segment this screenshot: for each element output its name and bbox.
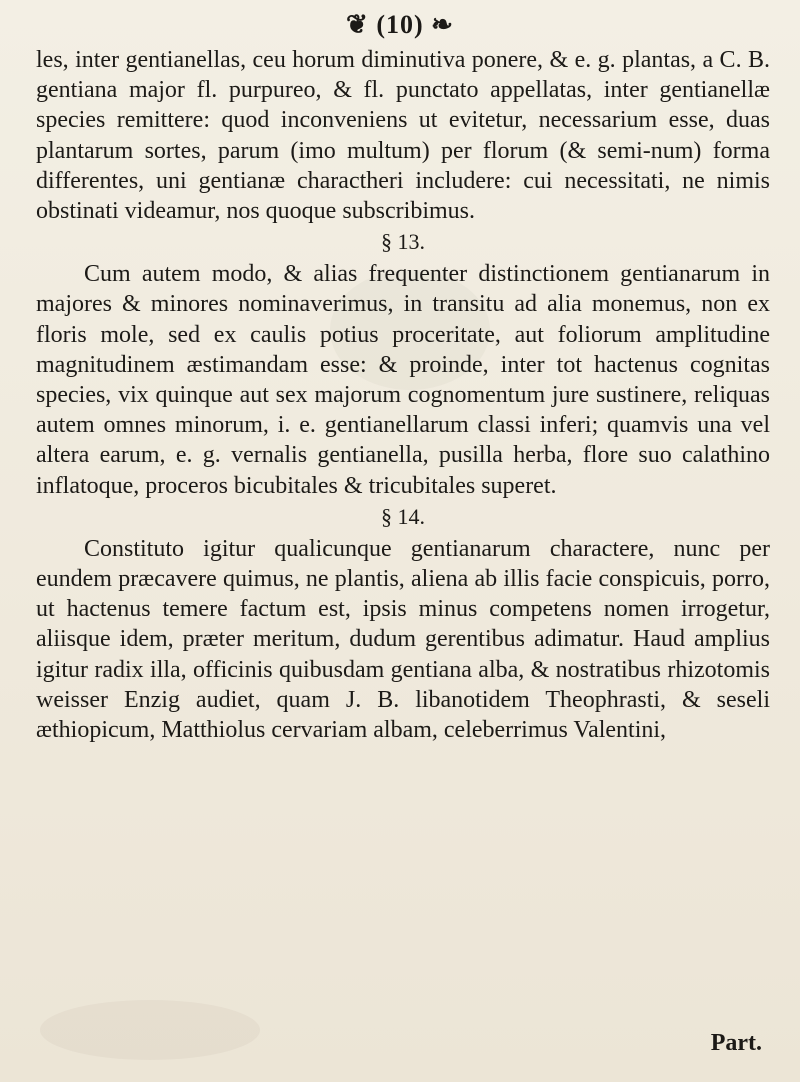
section-heading: § 13.: [381, 229, 425, 255]
page-number: (10): [376, 10, 424, 39]
fleuron-left-icon: ❦: [346, 10, 377, 39]
paragraph-1: les, inter gentianellas, ceu horum diminutiva ponere, & e. g. plantas, a C. B. gentiana major fl. purpureo, & fl. punctato appellatas, inter gentianellæ species remittere: quod inconveniens ut evitetur, necessarium esse, duas plantarum sortes, parum (imo multum) per florum (& semi-num) forma differentes, uni gentianæ charactheri includere: cui necessitati, ne nimis obstinati videamur, nos quoque subscribimus.: [36, 47, 770, 225]
paragraph-3: Constituto igitur qualicunque gentianarum charactere, nunc per eundem præcavere quimus, ne plantis, aliena ab illis facie conspicuis, porro, ut hactenus temere factum est, ipsis minus competens nomen irrogetur, aliisque idem, præter meritum, dudum gerentibus adimatur. Haud amplius igitur radix illa, officinis quibusdam gentiana alba, & nostratibus rhizotomis weisser Enzig audiet, quam J. B. libanotidem Theophrasti, & seseli æthiopicum, Matthiolus cervariam albam, celeberrimus Valentini,: [36, 535, 770, 744]
paragraph-2: Cum autem modo, & alias frequenter distinctionem gentianarum in majores & minores nominaverimus, in transitu ad alia monemus, non ex floris mole, sed ex caulis potius proceritate, aut foliorum amplitudine magnitudinem æstimandam esse: & proinde, inter tot hactenus cognitas species, vix quinque aut sex majorum cognomentum jure sustinere, reliquas autem omnes minorum, i. e. gentianellarum classi inferi; quamvis una vel altera earum, e. g. vernalis gentianella, pusilla herba, flore suo calathino inflatoque, proceros bicubitales & tricubitales superet.: [36, 261, 770, 499]
page-header: [0, 10, 800, 40]
section-heading: § 14.: [381, 503, 425, 529]
paper-stain: [40, 1000, 260, 1060]
fleuron-right-icon: ❧: [423, 10, 454, 39]
catchword: Part.: [710, 1030, 762, 1056]
main-text: [36, 45, 770, 745]
